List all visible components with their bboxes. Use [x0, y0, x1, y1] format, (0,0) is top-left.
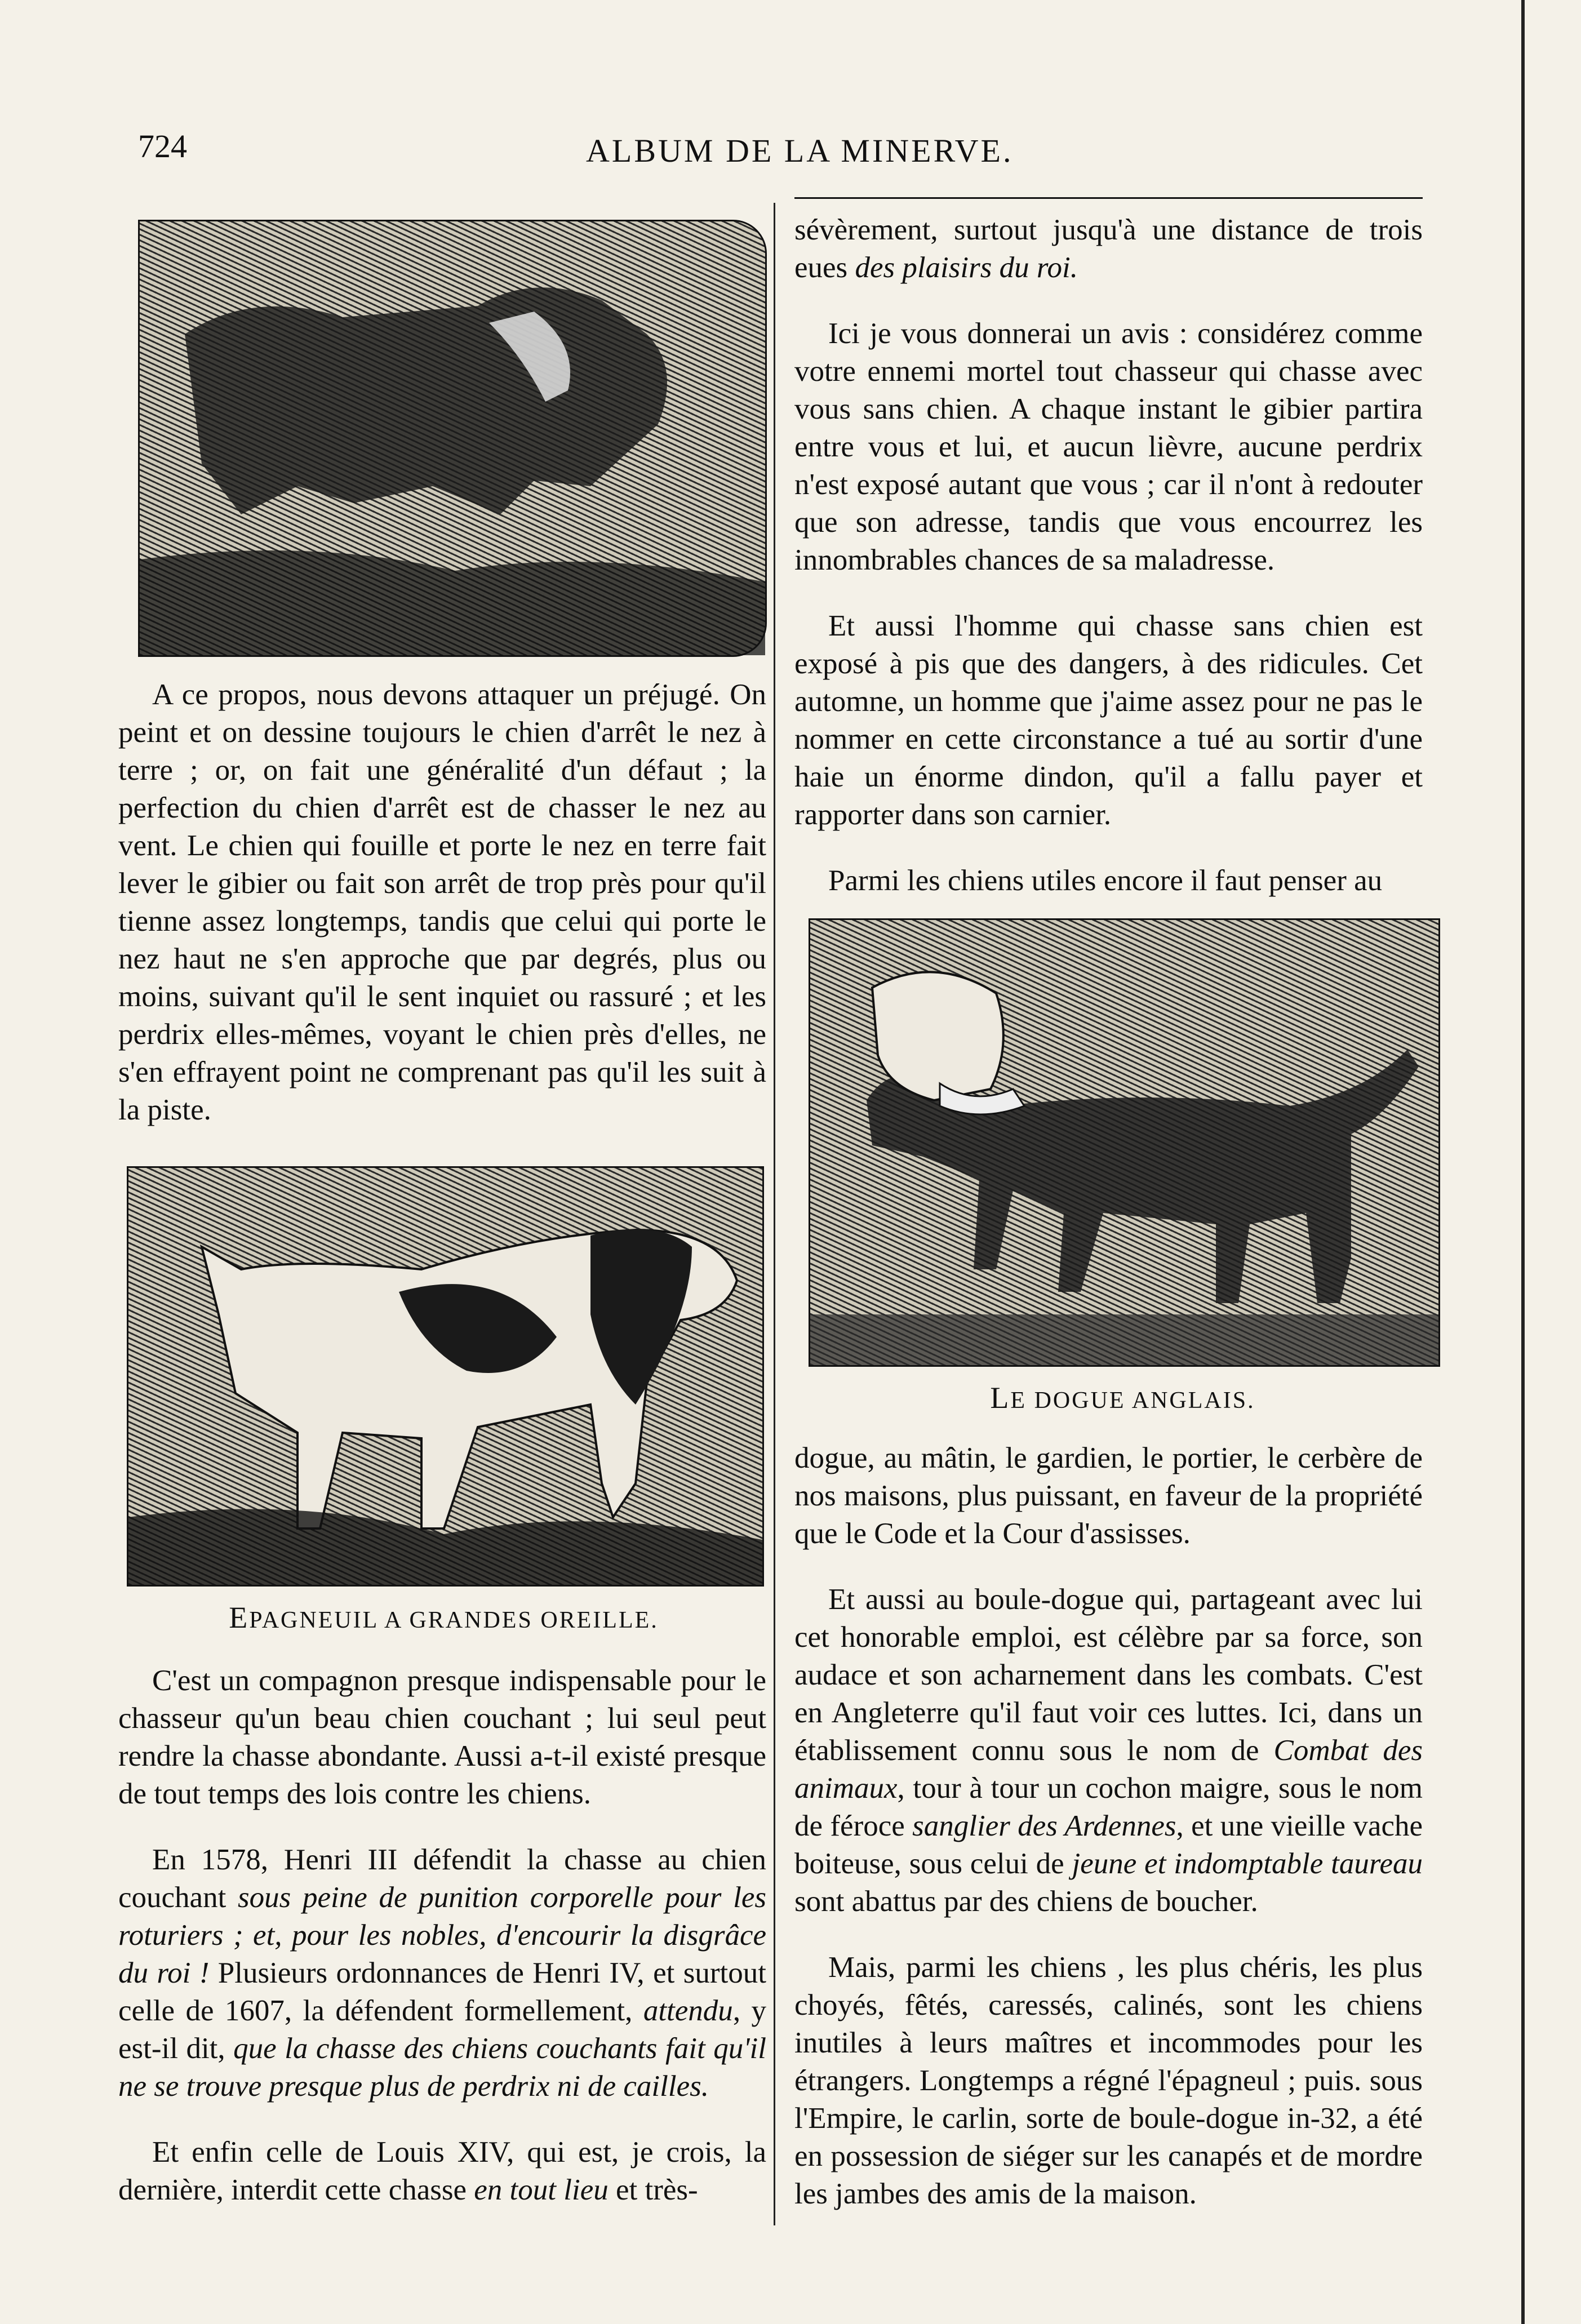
henri-iii-text-b: sous peine de punition corporelle pour les roturiers ; et, pour les nobles, d'encourir la disgrâce du roi !: [118, 1881, 767, 1989]
setter-silhouette: [140, 221, 765, 655]
louis-xiv-text-b: en tout lieu: [474, 2174, 609, 2206]
setter-engraving: [138, 220, 767, 657]
paragraph-companion: C'est un compagnon presque indispensable pour le chasseur qu'un beau chien couchant ; lui seul peut rendre la chasse abondante. Aussi a-t-il existé presque de tout temps des lois contre les chiens.: [118, 1664, 766, 1810]
paragraph-advice: Ici je vous donnerai un avis : considérez comme votre ennemi mortel tout chasseur qui chasse avec vous sans chien. A chaque instant le gibier partira entre vous et lui, et aucun lièvre, aucune perdrix n'est exposé autant que vous ; car il n'ont à redouter que son adresse, tandis que vous encourrez les innombrables chances de sa maladresse.: [794, 317, 1423, 576]
spaniel-engraving: [127, 1166, 764, 1587]
paragraph-louis-xiv: [118, 2134, 766, 2209]
louis-xiv-text-a: Et enfin celle de Louis XIV, qui est, je crois, la dernière, interdit cette chasse: [118, 2136, 766, 2206]
paragraph-severement: [794, 211, 1423, 287]
running-title: ALBUM DE LA MINERVE.: [586, 132, 1014, 169]
bulldog-text-g: sont abattus par des chiens de boucher.: [794, 1885, 1258, 1918]
mastiff-silhouette: [810, 920, 1438, 1365]
severement-text-a: sévèrement, surtout jusqu'à une distance de trois eues: [794, 214, 1423, 284]
column-divider: [774, 203, 775, 2225]
paragraph-dogue: dogue, au mâtin, le gardien, le portier, le cerbère de nos maisons, plus puissant, en faveur de la propriété que le Code et la Cour d'assisses.: [794, 1442, 1423, 1550]
spaniel-silhouette: [128, 1168, 762, 1585]
spaniel-caption: EPAGNEUIL A GRANDES OREILLE.: [229, 1601, 659, 1634]
henri-iii-text-d: attendu: [643, 1994, 733, 2027]
bulldog-text-e: , et une vieille vache boiteuse, sous celui de: [794, 1810, 1423, 1880]
page-edge: [1521, 0, 1525, 2324]
paragraph-lapdogs: Mais, parmi les chiens , les plus chéris, les plus choyés, fêtés, caressés, calinés, sont les chiens inutiles à leurs maîtres et incommodes pour les étrangers. Longtemps a régné l'épagneul ; puis. sous l'Empire, le carlin, sorte de boule-dogue in-32, a été en possession de siéger sur les canapés et de mordre les jambes des amis de la maison.: [794, 1951, 1423, 2210]
louis-xiv-text-c: et très-: [608, 2174, 698, 2206]
mastiff-engraving: [809, 918, 1440, 1367]
henri-iii-text-a: En 1578, Henri III défendit la chasse au chien couchant: [118, 1843, 766, 1914]
bulldog-text-c: , tour à tour un cochon maigre, sous le nom de féroce: [794, 1772, 1423, 1842]
henri-iii-text-e: , y est-il dit,: [118, 1994, 766, 2065]
severement-text-b: des plaisirs du roi.: [855, 251, 1078, 284]
bulldog-text-d: sanglier des Ardennes: [912, 1810, 1176, 1842]
top-rule: [794, 197, 1423, 199]
bulldog-text-f: jeune et indomptable taureau: [1072, 1847, 1423, 1880]
bulldog-text-a: Et aussi au boule-dogue qui, partageant avec lui cet honorable emploi, est célèbre par sa force, son audace et son acharnement dans les combats. C'est en Angleterre qu'il faut voir ces luttes. Ici, dans un établissement connu sous le nom de: [794, 1583, 1423, 1767]
paragraph-bulldog: [794, 1581, 1423, 1921]
paragraph-useful-dogs: Parmi les chiens utiles encore il faut penser au: [828, 864, 1383, 897]
paragraph-nose-in-wind: A ce propos, nous devons attaquer un préjugé. On peint et on dessine toujours le chien d'arrêt le nez à terre ; or, on fait une généralité d'un défaut ; la perfection du chien d'arrêt est de chasser le nez au vent. Le chien qui fouille et porte le nez en terre fait lever le gibier ou fait son arrêt de trop près pour qu'il tienne assez longtemps, tandis que celui qui porte le nez haut ne s'en approche que par degrés, plus ou moins, suivant qu'il le sent inquiet ou rassuré ; et les perdrix elles-mêmes, voyant le chien près d'elles, ne s'en effrayent point ne comprenant pas qu'il les suit à la piste.: [118, 678, 766, 1126]
mastiff-caption: LE DOGUE ANGLAIS.: [990, 1381, 1255, 1415]
bulldog-text-b: Combat des animaux: [794, 1734, 1423, 1805]
paragraph-henri-iii: [118, 1841, 766, 2105]
page-number: 724: [138, 128, 187, 165]
henri-iii-text-f: que la chasse des chiens couchants fait qu'il ne se trouve presque plus de perdrix ni de cailles.: [118, 2032, 766, 2103]
paragraph-ridicule: Et aussi l'homme qui chasse sans chien est exposé à pis que des dangers, à des ridicules. Cet automne, un homme que j'aime assez pour ne pas le nommer en cette circonstance a tué au sortir d'une haie un énorme dindon, qu'il a fallu payer et rapporter dans son carnier.: [794, 610, 1423, 831]
henri-iii-text-c: Plusieurs ordonnances de Henri IV, et surtout celle de 1607, la défendent formellement,: [118, 1957, 766, 2027]
